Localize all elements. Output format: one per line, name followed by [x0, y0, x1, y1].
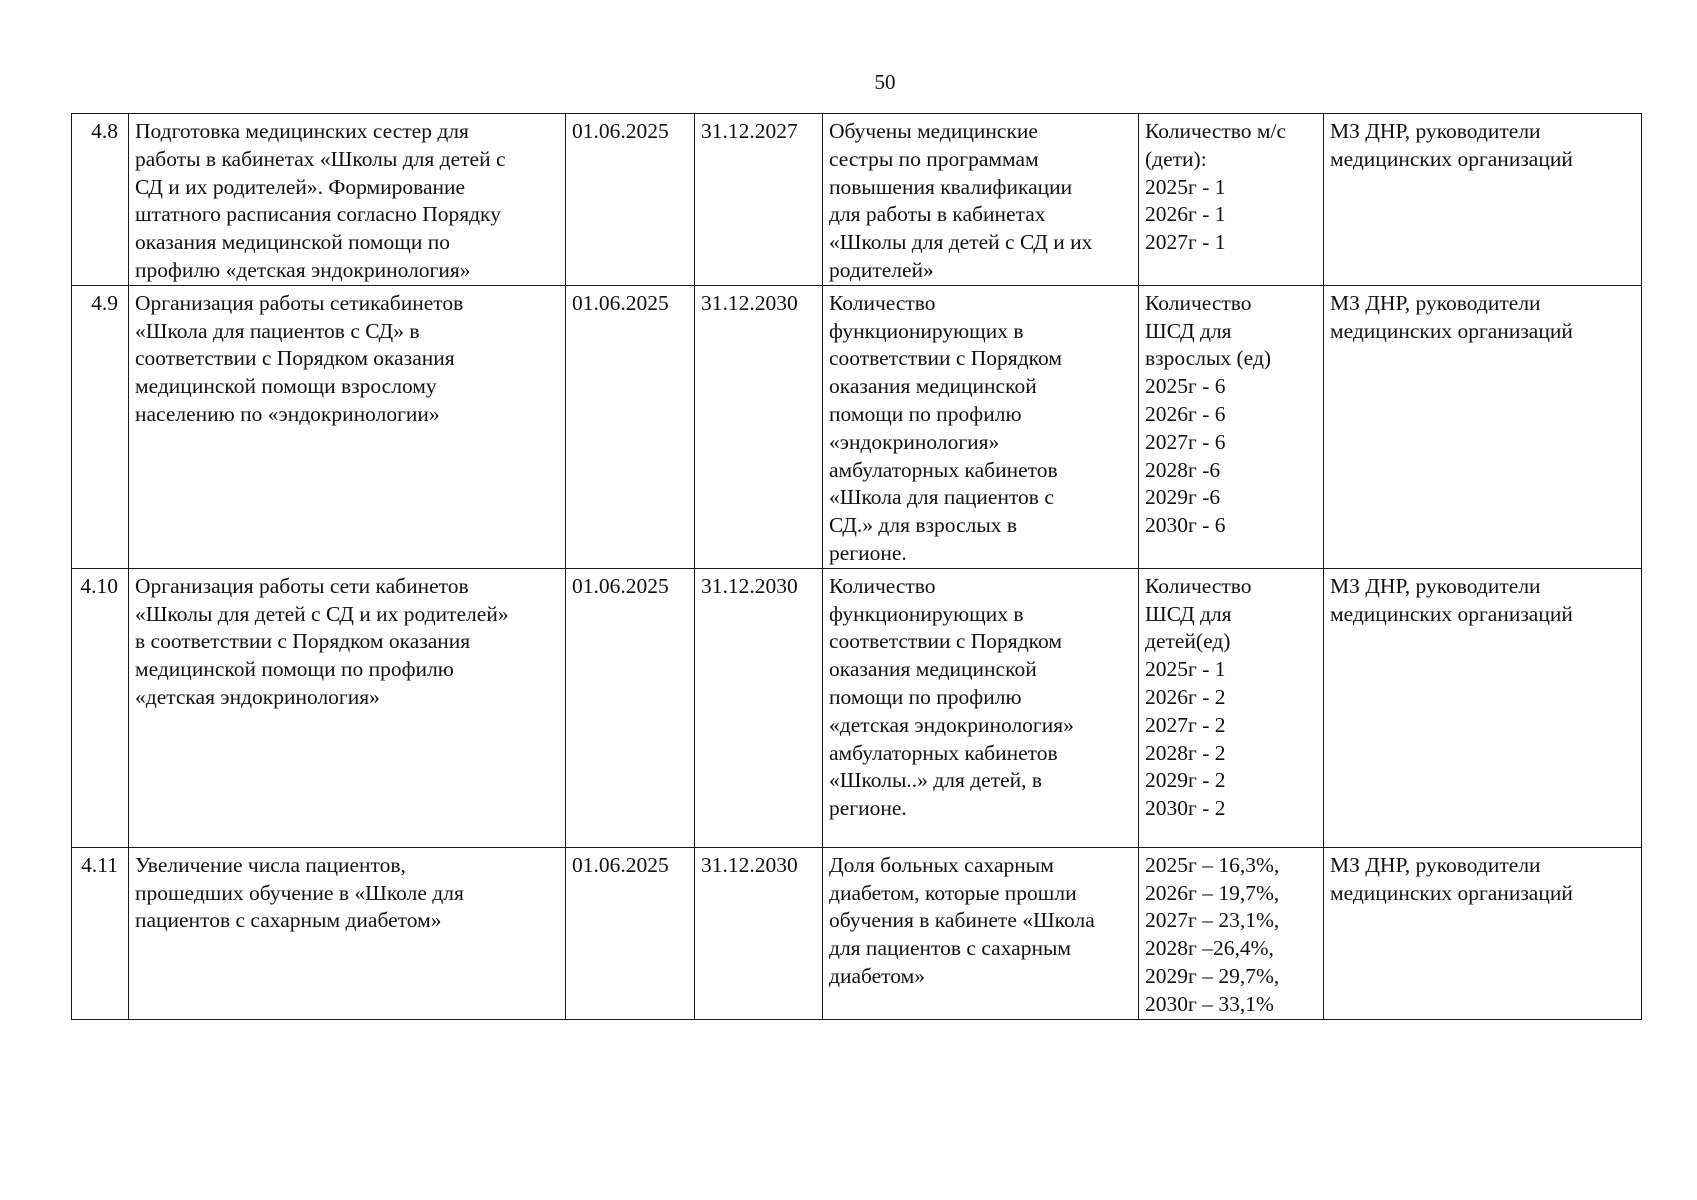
- result-line: Количество: [829, 573, 936, 598]
- indicator-line: 2030г - 2: [1145, 796, 1226, 821]
- result-line: диабетом, которые прошли: [829, 880, 1077, 905]
- activity-line: пациентов с сахарным диабетом»: [135, 908, 442, 933]
- row-number: 4.8: [72, 114, 129, 286]
- indicator-line: Количество: [1145, 290, 1252, 315]
- activity-line: в соответствии с Порядком оказания: [135, 629, 471, 654]
- indicator-line: 2028г –26,4%,: [1145, 936, 1274, 961]
- result-line: «детская эндокринология»: [829, 712, 1074, 737]
- result-line: для работы в кабинетах: [829, 202, 1046, 227]
- indicator-line: 2029г -6: [1145, 485, 1221, 510]
- indicator-line: 2029г - 2: [1145, 768, 1226, 793]
- responsible-line: медицинских организаций: [1330, 318, 1573, 343]
- activity-line: «Школа для пациентов с СД» в: [135, 318, 420, 343]
- indicator-line: 2026г – 19,7%,: [1145, 880, 1280, 905]
- indicator-line: 2026г - 1: [1145, 202, 1226, 227]
- activity-line: Увеличение числа пациентов,: [135, 852, 406, 877]
- activity-line: оказания медицинской помощи по: [135, 230, 450, 255]
- responsible-line: медицинских организаций: [1330, 601, 1573, 626]
- indicator-line: детей(ед): [1145, 629, 1231, 654]
- indicator-cell: [1139, 114, 1324, 286]
- end-date-cell: 31.12.2030: [695, 285, 823, 568]
- result-line: «Школы..» для детей, в: [829, 768, 1043, 793]
- responsible-cell: [1324, 847, 1642, 1019]
- responsible-line: МЗ ДНР, руководители: [1330, 852, 1541, 877]
- end-date-cell: 31.12.2027: [695, 114, 823, 286]
- end-date-cell: 31.12.2030: [695, 568, 823, 847]
- result-line: регионе.: [829, 540, 907, 565]
- result-cell: [823, 285, 1139, 568]
- indicator-line: 2027г – 23,1%,: [1145, 908, 1280, 933]
- activity-line: Организация работы сети кабинетов: [135, 573, 469, 598]
- result-line: Доля больных сахарным: [829, 852, 1054, 877]
- result-line: «Школы для детей с СД и их: [829, 230, 1093, 255]
- activity-line: профилю «детская эндокринология»: [135, 257, 471, 282]
- indicator-line: 2028г - 2: [1145, 740, 1226, 765]
- indicator-line: Количество м/с: [1145, 119, 1287, 143]
- result-line: регионе.: [829, 796, 907, 821]
- indicator-line: 2027г - 2: [1145, 712, 1226, 737]
- result-line: повышения квалификации: [829, 174, 1073, 199]
- indicator-line: 2030г - 6: [1145, 513, 1226, 538]
- indicator-cell: [1139, 847, 1324, 1019]
- indicator-cell: [1139, 285, 1324, 568]
- result-line: Количество: [829, 290, 936, 315]
- result-line: для пациентов с сахарным: [829, 936, 1072, 961]
- activity-line: СД и их родителей». Формирование: [135, 174, 466, 199]
- result-line: обучения в кабинете «Школа: [829, 908, 1095, 933]
- result-line: «Школа для пациентов с: [829, 485, 1054, 510]
- indicator-line: 2027г - 1: [1145, 230, 1226, 255]
- indicator-line: взрослых (ед): [1145, 346, 1272, 371]
- result-line: оказания медицинской: [829, 657, 1037, 682]
- responsible-line: МЗ ДНР, руководители: [1330, 290, 1541, 315]
- indicator-line: 2025г - 1: [1145, 174, 1226, 199]
- table-row: [72, 568, 1642, 847]
- result-line: соответствии с Порядком: [829, 629, 1062, 654]
- indicator-line: 2026г - 6: [1145, 401, 1226, 426]
- indicator-line: Количество: [1145, 573, 1252, 598]
- start-date-cell: 01.06.2025: [566, 568, 695, 847]
- result-cell: [823, 847, 1139, 1019]
- result-line: помощи по профилю: [829, 401, 1022, 426]
- activity-line: работы в кабинетах «Школы для детей с: [135, 146, 506, 171]
- activity-cell: [129, 847, 566, 1019]
- indicator-line: 2030г – 33,1%: [1145, 991, 1274, 1016]
- result-line: родителей»: [829, 257, 934, 282]
- responsible-cell: [1324, 114, 1642, 286]
- activity-line: штатного расписания согласно Порядку: [135, 202, 501, 227]
- result-line: «эндокринология»: [829, 429, 1000, 454]
- start-date-cell: 01.06.2025: [566, 847, 695, 1019]
- result-line: амбулаторных кабинетов: [829, 740, 1058, 765]
- indicator-line: 2025г - 1: [1145, 657, 1226, 682]
- indicator-line: (дети):: [1145, 146, 1207, 171]
- indicator-line: ШСД для: [1145, 318, 1232, 343]
- table-row: [72, 847, 1642, 1019]
- result-line: СД.» для взрослых в: [829, 513, 1018, 538]
- result-line: сестры по программам: [829, 146, 1039, 171]
- result-line: оказания медицинской: [829, 374, 1037, 399]
- indicator-line: 2025г - 6: [1145, 374, 1226, 399]
- activity-line: прошедших обучение в «Школе для: [135, 880, 464, 905]
- responsible-cell: [1324, 568, 1642, 847]
- activity-line: соответствии с Порядком оказания: [135, 346, 455, 371]
- activity-cell: [129, 568, 566, 847]
- indicator-line: 2026г - 2: [1145, 684, 1226, 709]
- activity-line: Организация работы сетикабинетов: [135, 290, 464, 315]
- result-line: Обучены медицинские: [829, 119, 1038, 143]
- result-cell: [823, 114, 1139, 286]
- activity-cell: [129, 285, 566, 568]
- responsible-line: медицинских организаций: [1330, 880, 1573, 905]
- responsible-line: МЗ ДНР, руководители: [1330, 573, 1541, 598]
- responsible-line: медицинских организаций: [1330, 146, 1573, 171]
- result-cell: [823, 568, 1139, 847]
- result-line: соответствии с Порядком: [829, 346, 1062, 371]
- indicator-line: 2028г -6: [1145, 457, 1221, 482]
- activity-line: «детская эндокринология»: [135, 684, 380, 709]
- indicator-line: 2025г – 16,3%,: [1145, 852, 1280, 877]
- end-date-cell: 31.12.2030: [695, 847, 823, 1019]
- start-date-cell: 01.06.2025: [566, 114, 695, 286]
- responsible-cell: [1324, 285, 1642, 568]
- activity-line: «Школы для детей с СД и их родителей»: [135, 601, 509, 626]
- start-date-cell: 01.06.2025: [566, 285, 695, 568]
- row-number: 4.11: [72, 847, 129, 1019]
- indicator-line: ШСД для: [1145, 601, 1232, 626]
- result-line: функционирующих в: [829, 601, 1024, 626]
- activity-line: медицинской помощи взрослому: [135, 374, 437, 399]
- table-row: [72, 114, 1642, 286]
- row-number: 4.9: [72, 285, 129, 568]
- action-plan-table: [71, 113, 1642, 1020]
- activity-line: Подготовка медицинских сестер для: [135, 119, 469, 143]
- responsible-line: МЗ ДНР, руководители: [1330, 119, 1541, 143]
- activity-line: медицинской помощи по профилю: [135, 657, 454, 682]
- activity-cell: [129, 114, 566, 286]
- row-number: 4.10: [72, 568, 129, 847]
- table-row: [72, 285, 1642, 568]
- page-number: 50: [874, 70, 896, 94]
- activity-line: населению по «эндокринологии»: [135, 401, 440, 426]
- result-line: диабетом»: [829, 963, 925, 988]
- result-line: функционирующих в: [829, 318, 1024, 343]
- indicator-line: 2027г - 6: [1145, 429, 1226, 454]
- result-line: помощи по профилю: [829, 684, 1022, 709]
- result-line: амбулаторных кабинетов: [829, 457, 1058, 482]
- indicator-line: 2029г – 29,7%,: [1145, 963, 1280, 988]
- indicator-cell: [1139, 568, 1324, 847]
